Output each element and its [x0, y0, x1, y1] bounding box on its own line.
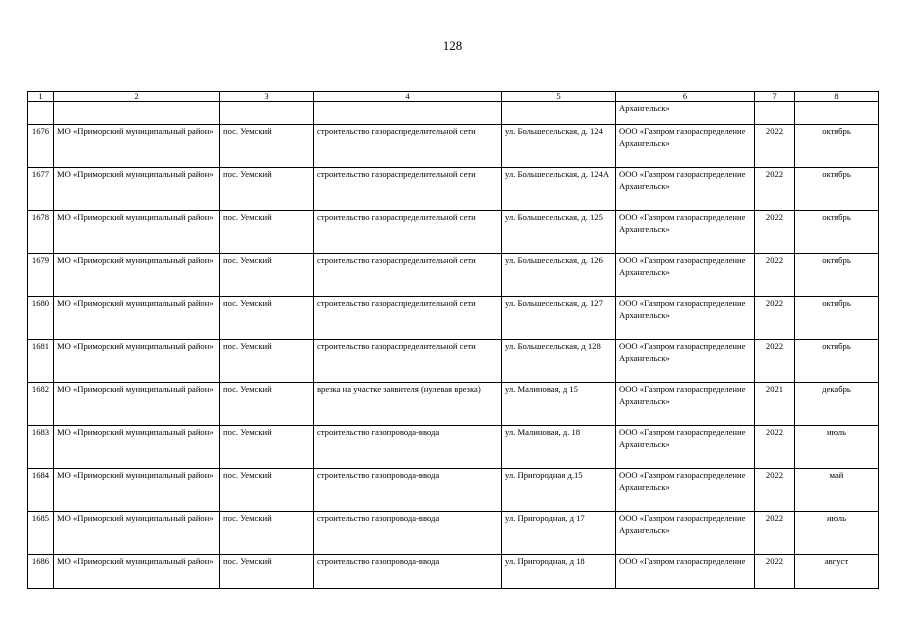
table-cell: [28, 102, 54, 125]
work-cell: врезка на участке заявителя (нулевая врезка): [314, 383, 502, 426]
settlement-cell: пос. Уемский: [220, 555, 314, 589]
table-cell: [54, 102, 220, 125]
organization-cell: ООО «Газпром газораспределение Архангельск»: [616, 426, 755, 469]
table-cell: [795, 102, 879, 125]
organization-cell: ООО «Газпром газораспределение Архангельск»: [616, 469, 755, 512]
month-cell: октябрь: [795, 211, 879, 254]
column-number-row: [28, 92, 879, 102]
row-number: 1685: [28, 512, 54, 555]
settlement-cell: пос. Уемский: [220, 512, 314, 555]
month-cell: октябрь: [795, 254, 879, 297]
organization-cell: ООО «Газпром газораспределение Архангельск»: [616, 383, 755, 426]
row-number: 1680: [28, 297, 54, 340]
row-number: 1677: [28, 168, 54, 211]
year-cell: 2022: [755, 168, 795, 211]
year-cell: 2022: [755, 426, 795, 469]
month-cell: октябрь: [795, 340, 879, 383]
organization-cell: ООО «Газпром газораспределение Архангельск»: [616, 125, 755, 168]
address-cell: ул. Большесельская, д. 124А: [502, 168, 616, 211]
row-number: 1678: [28, 211, 54, 254]
table-cell: Архангельск»: [616, 102, 755, 125]
year-cell: 2022: [755, 211, 795, 254]
row-number: 1683: [28, 426, 54, 469]
table-row: [28, 469, 879, 512]
row-number: 1676: [28, 125, 54, 168]
organization-cell: ООО «Газпром газораспределение Архангельск»: [616, 168, 755, 211]
district-cell: МО «Приморский муниципальный район»: [54, 512, 220, 555]
year-cell: 2022: [755, 469, 795, 512]
year-cell: 2022: [755, 297, 795, 340]
column-number: 2: [54, 92, 220, 102]
column-number: 4: [314, 92, 502, 102]
month-cell: октябрь: [795, 125, 879, 168]
month-cell: август: [795, 555, 879, 589]
work-cell: строительство газораспределительной сети: [314, 297, 502, 340]
district-cell: МО «Приморский муниципальный район»: [54, 254, 220, 297]
district-cell: МО «Приморский муниципальный район»: [54, 555, 220, 589]
work-cell: строительство газораспределительной сети: [314, 340, 502, 383]
work-cell: строительство газопровода-ввода: [314, 512, 502, 555]
organization-cell: ООО «Газпром газораспределение Архангельск»: [616, 254, 755, 297]
district-cell: МО «Приморский муниципальный район»: [54, 469, 220, 512]
table-row: [28, 254, 879, 297]
work-cell: строительство газораспределительной сети: [314, 254, 502, 297]
district-cell: МО «Приморский муниципальный район»: [54, 168, 220, 211]
address-cell: ул. Малиновая, д 15: [502, 383, 616, 426]
district-cell: МО «Приморский муниципальный район»: [54, 383, 220, 426]
year-cell: 2021: [755, 383, 795, 426]
work-cell: строительство газопровода-ввода: [314, 469, 502, 512]
month-cell: октябрь: [795, 297, 879, 340]
table-row: [28, 426, 879, 469]
settlement-cell: пос. Уемский: [220, 383, 314, 426]
organization-cell: ООО «Газпром газораспределение Архангельск»: [616, 297, 755, 340]
address-cell: ул. Малиновая, д. 18: [502, 426, 616, 469]
organization-cell: ООО «Газпром газораспределение Архангельск»: [616, 211, 755, 254]
table-row: [28, 297, 879, 340]
address-cell: ул. Большесельская, д. 127: [502, 297, 616, 340]
row-number: 1679: [28, 254, 54, 297]
column-number: 5: [502, 92, 616, 102]
page-number: 128: [442, 38, 463, 53]
district-cell: МО «Приморский муниципальный район»: [54, 340, 220, 383]
settlement-cell: пос. Уемский: [220, 426, 314, 469]
row-number: 1686: [28, 555, 54, 589]
column-number: 1: [28, 92, 54, 102]
month-cell: декабрь: [795, 383, 879, 426]
settlement-cell: пос. Уемский: [220, 168, 314, 211]
address-cell: ул. Пригородная, д 17: [502, 512, 616, 555]
table-row: [28, 340, 879, 383]
work-cell: строительство газопровода-ввода: [314, 555, 502, 589]
organization-cell: ООО «Газпром газораспределение Архангельск»: [616, 512, 755, 555]
district-cell: МО «Приморский муниципальный район»: [54, 426, 220, 469]
address-cell: ул. Большесельская, д 128: [502, 340, 616, 383]
year-cell: 2022: [755, 555, 795, 589]
settlement-cell: пос. Уемский: [220, 340, 314, 383]
table-cell: [502, 102, 616, 125]
work-cell: строительство газораспределительной сети: [314, 168, 502, 211]
organization-cell: ООО «Газпром газораспределение Архангельск»: [616, 340, 755, 383]
data-table: [27, 91, 879, 589]
year-cell: 2022: [755, 340, 795, 383]
month-cell: июль: [795, 426, 879, 469]
settlement-cell: пос. Уемский: [220, 469, 314, 512]
address-cell: ул. Большесельская, д. 124: [502, 125, 616, 168]
organization-cell: ООО «Газпром газораспределение: [616, 555, 755, 589]
settlement-cell: пос. Уемский: [220, 125, 314, 168]
table-cell: [314, 102, 502, 125]
table-row: [28, 168, 879, 211]
column-number: 6: [616, 92, 755, 102]
row-number: 1684: [28, 469, 54, 512]
address-cell: ул. Большесельская, д. 125: [502, 211, 616, 254]
column-number: 7: [755, 92, 795, 102]
work-cell: строительство газораспределительной сети: [314, 211, 502, 254]
column-number: 3: [220, 92, 314, 102]
district-cell: МО «Приморский муниципальный район»: [54, 125, 220, 168]
year-cell: 2022: [755, 512, 795, 555]
table-row: [28, 125, 879, 168]
continuation-row: [28, 102, 879, 125]
address-cell: ул. Пригородная д.15: [502, 469, 616, 512]
month-cell: июль: [795, 512, 879, 555]
table-cell: [220, 102, 314, 125]
month-cell: май: [795, 469, 879, 512]
work-cell: строительство газопровода-ввода: [314, 426, 502, 469]
year-cell: 2022: [755, 254, 795, 297]
work-cell: строительство газораспределительной сети: [314, 125, 502, 168]
row-number: 1682: [28, 383, 54, 426]
settlement-cell: пос. Уемский: [220, 297, 314, 340]
table-row: [28, 555, 879, 589]
district-cell: МО «Приморский муниципальный район»: [54, 211, 220, 254]
settlement-cell: пос. Уемский: [220, 211, 314, 254]
address-cell: ул. Большесельская, д. 126: [502, 254, 616, 297]
table-row: [28, 383, 879, 426]
settlement-cell: пос. Уемский: [220, 254, 314, 297]
table-row: [28, 211, 879, 254]
year-cell: 2022: [755, 125, 795, 168]
table-row: [28, 512, 879, 555]
address-cell: ул. Пригородная, д 18: [502, 555, 616, 589]
table-cell: [755, 102, 795, 125]
district-cell: МО «Приморский муниципальный район»: [54, 297, 220, 340]
row-number: 1681: [28, 340, 54, 383]
month-cell: октябрь: [795, 168, 879, 211]
column-number: 8: [795, 92, 879, 102]
